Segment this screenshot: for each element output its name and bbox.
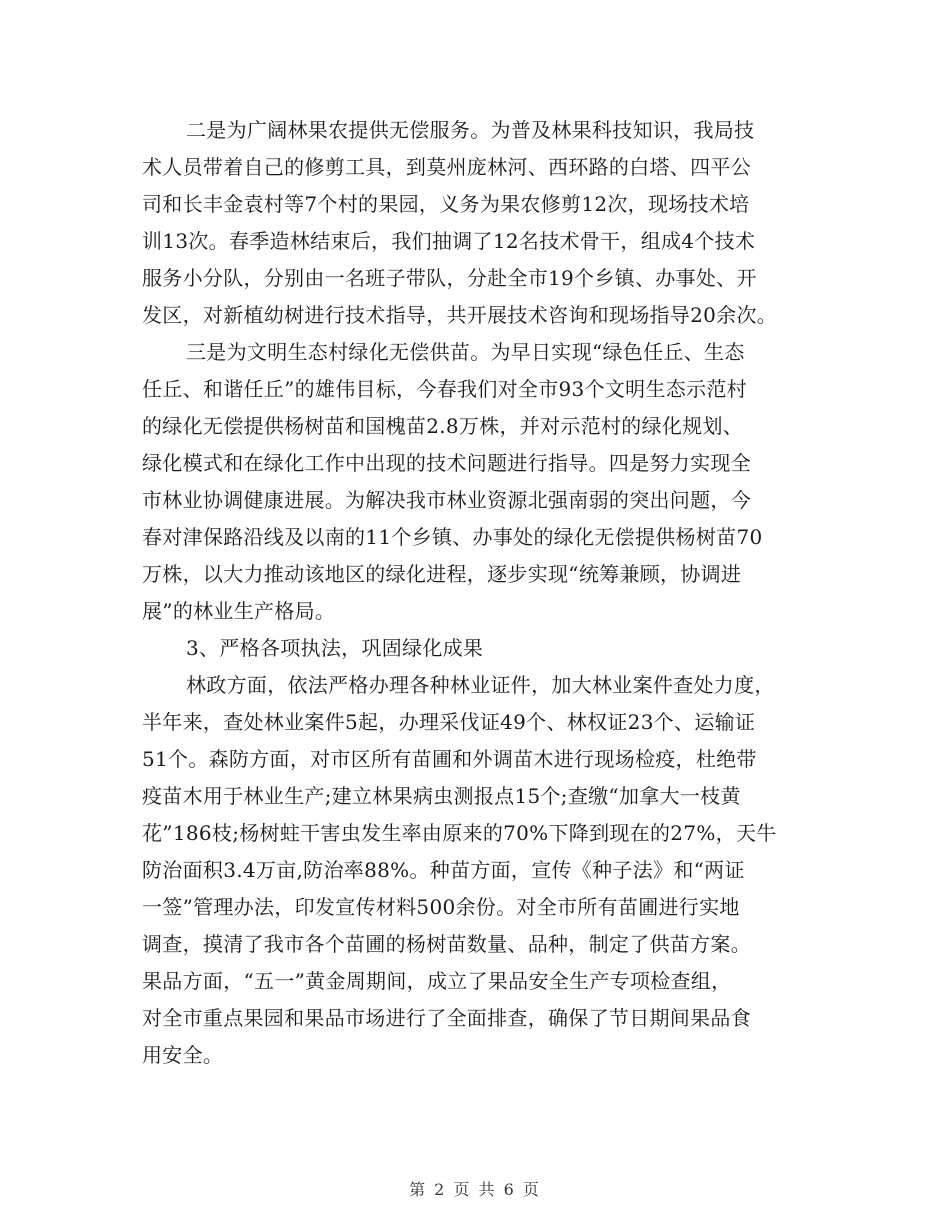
text-line: 对全市重点果园和果品市场进行了全面排查，确保了节日期间果品食 <box>142 1006 751 1030</box>
text-line: 展”的林业生产格局。 <box>142 599 336 623</box>
text-line: 一签”管理办法，印发宣传材料500余份。对全市所有苗圃进行实地 <box>142 895 740 919</box>
text-line: 林政方面，依法严格办理各种林业证件，加大林业案件查处力度， <box>186 673 775 697</box>
text-line: 花”186枝;杨树蛀干害虫发生率由原来的70%下降到现在的27%，天牛 <box>142 821 777 845</box>
text-line: 防治面积3.4万亩,防治率88%。种苗方面，宣传《种子法》和“两证 <box>142 858 745 882</box>
text-line: 用安全。 <box>142 1043 224 1067</box>
text-line: 二是为广阔林果农提供无偿服务。为普及林果科技知识，我局技 <box>186 118 755 142</box>
document-body <box>142 112 822 1074</box>
text-line: 春对津保路沿线及以南的11个乡镇、办事处的绿化无偿提供杨树苗70 <box>142 525 763 549</box>
text-line: 术人员带着自己的修剪工具，到莫州庞林河、西环路的白塔、四平公 <box>142 155 751 179</box>
text-line: 三是为文明生态村绿化无偿供苗。为早日实现“绿色任丘、生态 <box>186 340 745 364</box>
text-line: 发区，对新植幼树进行技术指导，共开展技术咨询和现场指导20余次。 <box>142 303 778 327</box>
text-line: 半年来，查处林业案件5起，办理采伐证49个、林权证23个、运输证 <box>142 710 756 734</box>
text-line: 司和长丰金袁村等7个村的果园，义务为果农修剪12次，现场技术培 <box>142 192 750 216</box>
text-line: 疫苗木用于林业生产;建立林果病虫测报点15个;查缴“加拿大一枝黄 <box>142 784 741 808</box>
text-line: 的绿化无偿提供杨树苗和国槐苗2.8万株，并对示范村的绿化规划、 <box>142 414 744 438</box>
text-line: 训13次。春季造林结束后，我们抽调了12名技术骨干，组成4个技术 <box>142 229 756 253</box>
page-footer: 第 2 页 共 6 页 <box>409 1180 541 1199</box>
text-line: 调查，摸清了我市各个苗圃的杨树苗数量、品种，制定了供苗方案。 <box>142 932 751 956</box>
text-line: 绿化模式和在绿化工作中出现的技术问题进行指导。四是努力实现全 <box>142 451 751 475</box>
text-line: 万株，以大力推动该地区的绿化进程，逐步实现“统筹兼顾，协调进 <box>142 562 742 586</box>
text-line: 服务小分队，分别由一名班子带队，分赴全市19个乡镇、办事处、开 <box>142 266 757 290</box>
text-line: 任丘、和谐任丘”的雄伟目标，今春我们对全市93个文明生态示范村 <box>142 377 747 401</box>
text-line: 果品方面，“五一”黄金周期间，成立了果品安全生产专项检查组， <box>142 969 732 993</box>
text-line: 3、严格各项执法，巩固绿化成果 <box>186 636 484 660</box>
text-line: 51个。森防方面，对市区所有苗圃和外调苗木进行现场检疫，杜绝带 <box>142 747 757 771</box>
text-line: 市林业协调健康进展。为解决我市林业资源北强南弱的突出问题，今 <box>142 488 751 512</box>
